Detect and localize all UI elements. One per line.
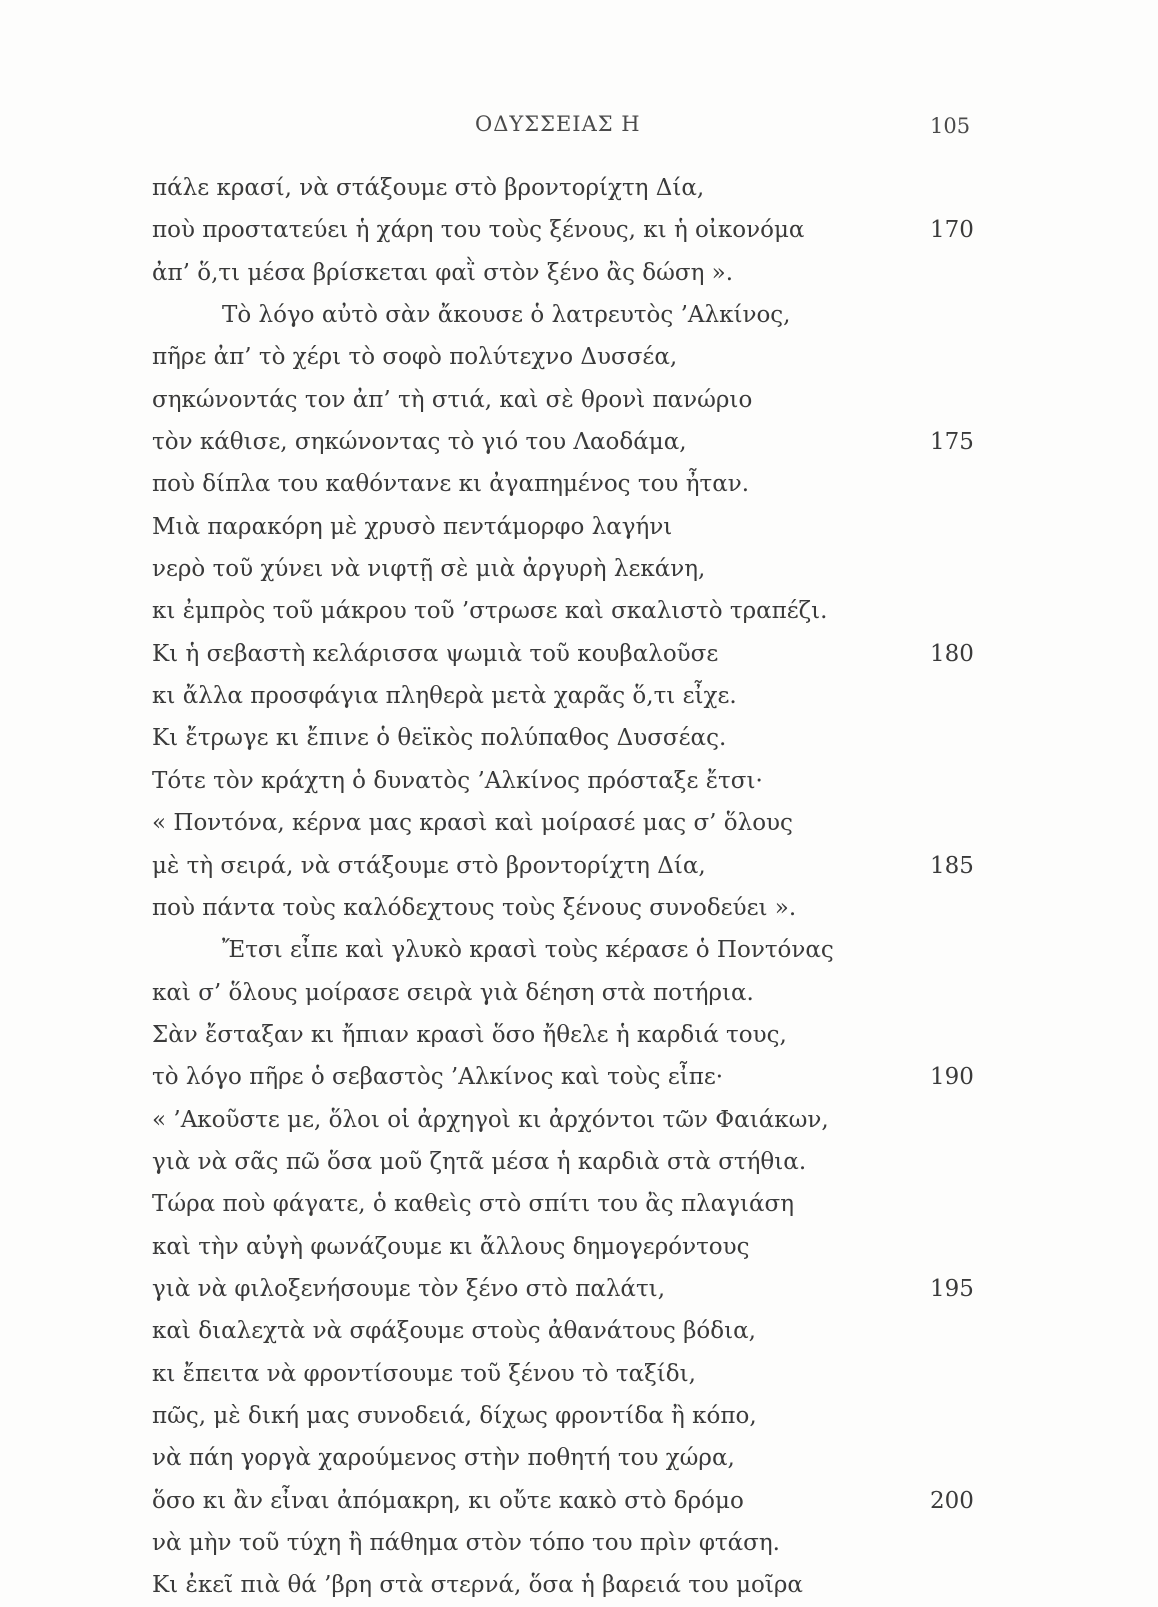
verse-line [152, 1056, 1012, 1098]
chapter-title: ΟΔΥΣΣΕΙΑΣ Η [475, 112, 641, 136]
verse-line-text: πῆρε ἀπ’ τὸ χέρι τὸ σοφὸ πολύτεχνο Δυσσέα, [152, 344, 678, 371]
verse-line [152, 548, 1012, 590]
verse-line-text: Κι ἐκεῖ πιὰ θά ’βρη στὰ στερνά, ὅσα ἡ βαρειά του μοῖρα [152, 1572, 803, 1599]
verse-line-text: Κι ἡ σεβαστὴ κελάρισσα ψωμιὰ τοῦ κουβαλοῦσε [152, 640, 719, 667]
verse-line-text: « Ποντόνα, κέρνα μας κρασὶ καὶ μοίρασέ μας σ’ ὅλους [152, 810, 793, 837]
verse-line-text: καὶ διαλεχτὰ νὰ σφάξουμε στοὺς ἀθανάτους βόδια, [152, 1318, 756, 1345]
verse-line-text: γιὰ νὰ σᾶς πῶ ὅσα μοῦ ζητᾶ μέσα ἡ καρδιὰ στὰ στήθια. [152, 1148, 807, 1175]
verse-line-text: Τώρα ποὺ φάγατε, ὁ καθεὶς στὸ σπίτι του ἂς πλαγιάση [152, 1191, 794, 1218]
line-number: 175 [930, 429, 974, 456]
verse-line [152, 421, 1012, 463]
verse-line [152, 336, 1012, 378]
verse-line-text: νὰ μὴν τοῦ τύχη ἢ πάθημα στὸν τόπο του πρὶν φτάση. [152, 1530, 780, 1556]
verse-line [152, 1310, 1012, 1352]
verse-line [152, 972, 1012, 1014]
verse-line-text: κι ἔπειτα νὰ φροντίσουμε τοῦ ξένου τὸ ταξίδι, [152, 1360, 696, 1387]
verse-line [152, 675, 1012, 717]
line-number: 180 [930, 640, 974, 667]
verse-line [152, 1014, 1012, 1056]
verse-line [152, 463, 1012, 505]
verse-line [152, 717, 1012, 759]
verse-line-text: τὸν κάθισε, σηκώνοντας τὸ γιό του Λαοδάμα, [152, 429, 687, 456]
verse-line-text: « ’Ακοῦστε με, ὅλοι οἱ ἀρχηγοὶ κι ἀρχόντοι τῶν Φαιάκων, [152, 1106, 829, 1133]
verse-line-text: ἀπ’ ὅ,τι μέσα βρίσκεται φαῒ στὸν ξένο ἂς δώση ». [152, 259, 734, 286]
verse-line-text: Σὰν ἔσταξαν κι ἤπιαν κρασὶ ὅσο ἤθελε ἡ καρδιά τους, [152, 1021, 787, 1048]
page-number: 105 [930, 114, 971, 138]
line-number: 200 [930, 1487, 974, 1514]
verse-line-text: Κι ἔτρωγε κι ἔπινε ὁ θεϊκὸς πολύπαθος Δυσσέας. [152, 725, 727, 752]
line-number: 170 [930, 217, 974, 244]
line-number: 190 [930, 1064, 974, 1091]
verse-line [152, 1183, 1012, 1225]
verse-line [152, 1099, 1012, 1141]
verse-line [152, 1437, 1012, 1479]
verse-line-text: μὲ τὴ σειρά, νὰ στάξουμε στὸ βροντορίχτη Δία, [152, 852, 706, 879]
verse-line-text: πῶς, μὲ δική μας συνοδειά, δίχως φροντίδα ἢ κόπο, [152, 1402, 757, 1429]
verse-line [152, 1395, 1012, 1437]
verse-line [152, 252, 1012, 294]
verse-line-text: κι ἄλλα προσφάγια πληθερὰ μετὰ χαρᾶς ὅ,τι εἶχε. [152, 683, 737, 710]
verse-line-text: νερὸ τοῦ χύνει νὰ νιφτῇ σὲ μιὰ ἀργυρὴ λεκάνη, [152, 556, 706, 583]
verse-line-text: καὶ τὴν αὐγὴ φωνάζουμε κι ἄλλους δημογερόντους [152, 1233, 750, 1260]
line-number: 185 [930, 852, 974, 879]
verse-line-text: πάλε κρασί, νὰ στάξουμε στὸ βροντορίχτη Δία, [152, 175, 705, 201]
verse-block [152, 167, 1012, 1607]
verse-line-text: γιὰ νὰ φιλοξενήσουμε τὸν ξένο στὸ παλάτι, [152, 1275, 666, 1302]
verse-line [152, 590, 1012, 632]
verse-line [152, 1564, 1012, 1606]
verse-line-text: ποὺ δίπλα του καθόντανε κι ἀγαπημένος του ἦταν. [152, 471, 750, 498]
verse-line-text: τὸ λόγο πῆρε ὁ σεβαστὸς ’Αλκίνος καὶ τοὺς εἶπε· [152, 1064, 724, 1091]
verse-line-text: ποὺ προστατεύει ἡ χάρη του τοὺς ξένους, κι ἡ οἰκονόμα [152, 217, 805, 244]
verse-line [152, 929, 1012, 971]
verse-line [152, 1353, 1012, 1395]
verse-line [152, 167, 1012, 209]
verse-line-text: ὅσο κι ἂν εἶναι ἀπόμακρη, κι οὔτε κακὸ στὸ δρόμο [152, 1487, 744, 1514]
verse-line-text: κι ἐμπρὸς τοῦ μάκρου τοῦ ’στρωσε καὶ σκαλιστὸ τραπέζι. [152, 598, 828, 625]
verse-line [152, 760, 1012, 802]
verse-line [152, 845, 1012, 887]
verse-line [152, 379, 1012, 421]
running-head [0, 112, 1158, 144]
verse-line-text: σηκώνοντάς τον ἀπ’ τὴ στιά, καὶ σὲ θρονὶ πανώριο [152, 386, 753, 413]
verse-line [152, 506, 1012, 548]
verse-line [152, 1480, 1012, 1522]
verse-line [152, 633, 1012, 675]
verse-line [152, 887, 1012, 929]
verse-line [152, 1141, 1012, 1183]
verse-line [152, 1226, 1012, 1268]
verse-line-text: Μιὰ παρακόρη μὲ χρυσὸ πεντάμορφο λαγήνι [152, 513, 673, 540]
verse-line [152, 209, 1012, 251]
verse-line [152, 294, 1012, 336]
verse-line-text: νὰ πάη γοργὰ χαρούμενος στὴν ποθητή του χώρα, [152, 1445, 735, 1472]
verse-line-text: Τότε τὸν κράχτη ὁ δυνατὸς ’Αλκίνος πρόσταξε ἔτσι· [152, 767, 763, 794]
verse-line-text: Τὸ λόγο αὐτὸ σὰν ἄκουσε ὁ λατρευτὸς ’Αλκίνος, [222, 302, 791, 329]
verse-line [152, 802, 1012, 844]
verse-line-text: καὶ σ’ ὅλους μοίρασε σειρὰ γιὰ δέηση στὰ ποτήρια. [152, 979, 754, 1006]
line-number: 195 [930, 1275, 974, 1302]
verse-line-text: Ἔτσι εἶπε καὶ γλυκὸ κρασὶ τοὺς κέρασε ὁ Ποντόνας [222, 937, 834, 964]
verse-line [152, 1522, 1012, 1564]
verse-line [152, 1268, 1012, 1310]
verse-line-text: ποὺ πάντα τοὺς καλόδεχτους τοὺς ξένους συνοδεύει ». [152, 894, 797, 921]
